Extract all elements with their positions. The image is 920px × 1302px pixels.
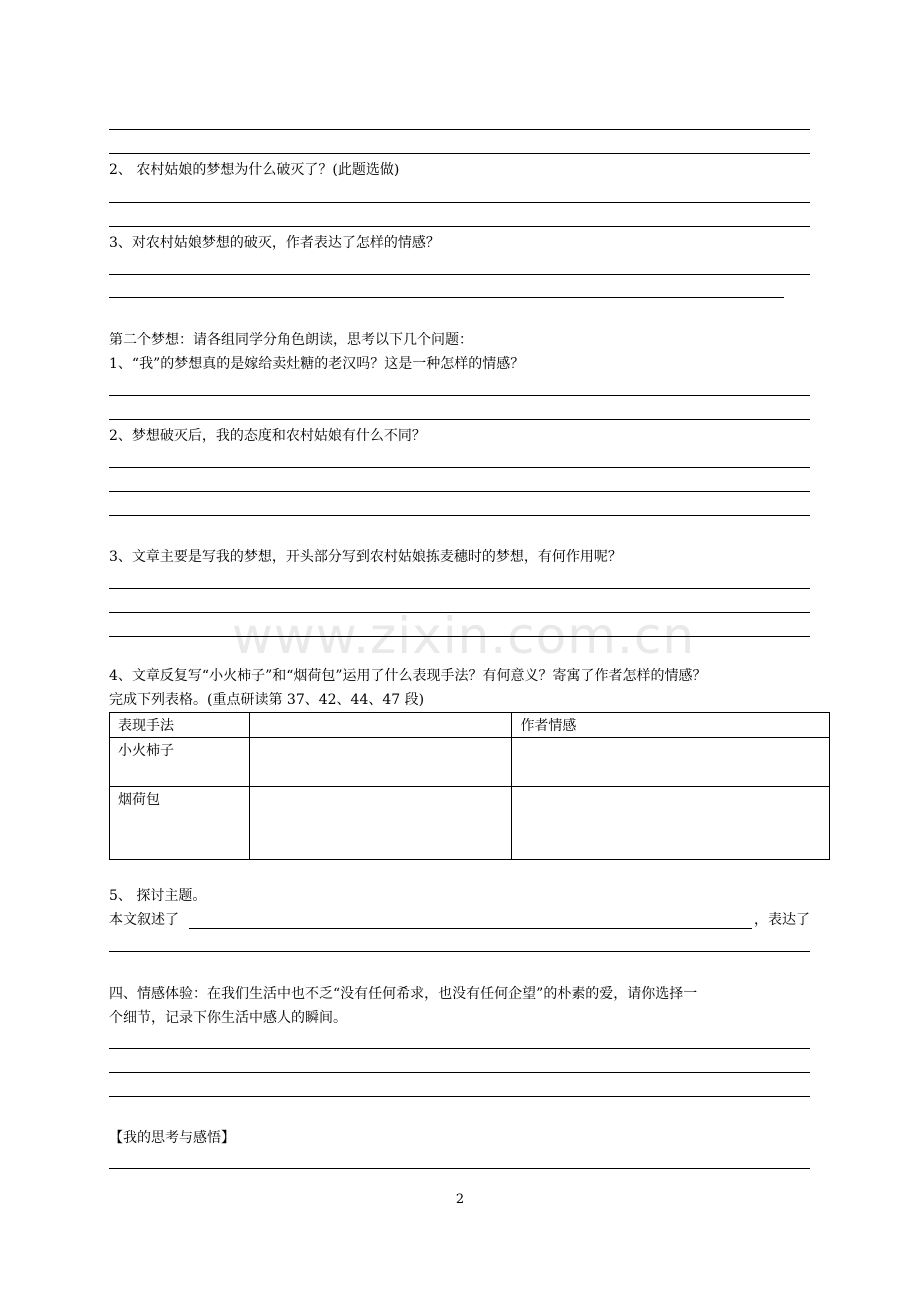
reflection-title: 【我的思考与感悟】: [109, 1130, 235, 1146]
answer-line: [109, 467, 810, 468]
answer-line: [109, 1072, 810, 1073]
technique-table: [109, 712, 830, 860]
answer-line: [109, 129, 810, 130]
theme-prefix: 本文叙述了: [109, 912, 179, 928]
section-4-line-2: 个细节，记录下你生活中感人的瞬间。: [109, 1010, 347, 1026]
table-answer-cell[interactable]: [249, 787, 512, 860]
section-2-intro: 第二个梦想：请各组同学分角色朗读，思考以下几个问题：: [109, 332, 473, 348]
table-answer-cell[interactable]: [512, 738, 830, 787]
answer-line: [109, 1168, 810, 1169]
table-answer-cell[interactable]: [512, 787, 830, 860]
answer-line: [109, 395, 810, 396]
answer-line: [109, 274, 810, 275]
theme-blank: [189, 928, 752, 929]
answer-line: [109, 1048, 810, 1049]
answer-line: [109, 588, 810, 589]
answer-line: [109, 636, 810, 637]
page-number: 2: [455, 1192, 465, 1207]
section-5-title: 5、 探讨主题。: [109, 888, 207, 904]
section-2-question-4-instruction: 完成下列表格。(重点研读第 37、42、44、47 段): [109, 692, 425, 708]
table-row: [110, 787, 830, 860]
table-answer-cell[interactable]: [249, 738, 512, 787]
table-row: [110, 738, 830, 787]
answer-line: [109, 202, 810, 203]
question-2: 2、 农村姑娘的梦想为什么破灭了？(此题选做): [109, 162, 400, 178]
table-header-row: [110, 713, 830, 738]
section-2-question-4: 4、文章反复写“小火柿子”和“烟荷包”运用了什么表现手法？有何意义？寄寓了作者怎样的情感？: [109, 668, 707, 684]
section-2-question-2: 2、梦想破灭后，我的态度和农村姑娘有什么不同？: [109, 428, 426, 444]
section-2-question-3: 3、文章主要是写我的梦想，开头部分写到农村姑娘拣麦穗时的梦想，有何作用呢？: [109, 549, 622, 565]
answer-line: [109, 153, 810, 154]
table-header-cell: 表现手法: [110, 713, 250, 738]
answer-line: [109, 515, 810, 516]
section-2-question-1: 1、“我”的梦想真的是嫁给卖灶糖的老汉吗？这是一种怎样的情感？: [109, 356, 525, 372]
answer-line: [109, 297, 784, 298]
theme-suffix: ，表达了: [754, 912, 810, 928]
question-3: 3、对农村姑娘梦想的破灭，作者表达了怎样的情感？: [109, 235, 440, 251]
answer-line: [109, 419, 810, 420]
table-header-cell: [249, 713, 512, 738]
table-row-label: 烟荷包: [110, 787, 250, 860]
table-row-label: 小火柿子: [110, 738, 250, 787]
answer-line: [109, 1096, 810, 1097]
answer-line: [109, 491, 810, 492]
answer-line: [109, 612, 810, 613]
section-4-line-1: 四、情感体验：在我们生活中也不乏“没有任何希求，也没有任何企望”的朴素的爱，请你选择一: [109, 986, 698, 1002]
table-header-cell: 作者情感: [512, 713, 830, 738]
answer-line: [109, 951, 810, 952]
watermark: www.zixin.com.cn: [232, 607, 696, 665]
answer-line: [109, 226, 810, 227]
